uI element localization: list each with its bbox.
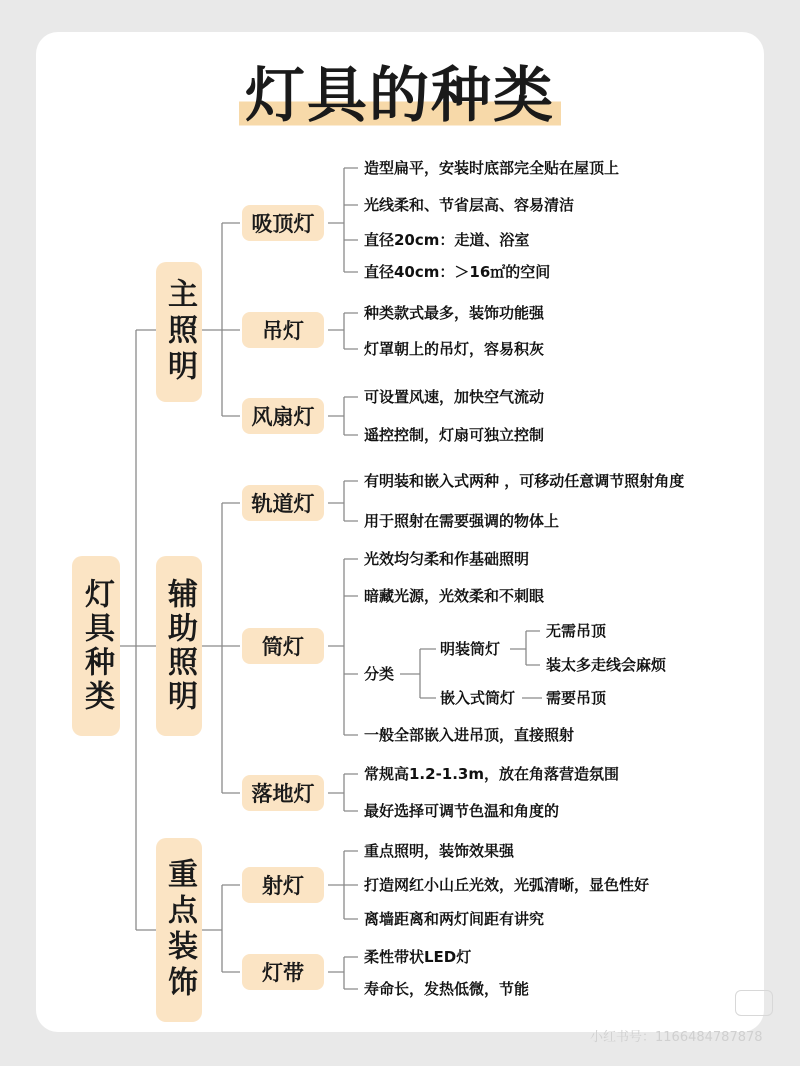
detail-text: 用于照射在需要强调的物体上	[364, 512, 560, 530]
type-surface-downlight: 明装筒灯	[440, 640, 501, 658]
detail-text: 最好选择可调节色温和角度的	[364, 802, 560, 820]
detail-text: 常规高1.2-1.3m，放在角落营造氛围	[364, 765, 620, 783]
item-ceiling-light: 吸顶灯	[242, 205, 324, 241]
detail-text: 种类款式最多，装饰功能强	[364, 304, 545, 322]
detail-text: 遥控控制，灯扇可独立控制	[364, 426, 545, 444]
item-fan-light: 风扇灯	[242, 398, 324, 434]
note-text: 需要吊顶	[546, 689, 607, 707]
detail-text: 柔性带状LED灯	[364, 948, 472, 966]
title-text: 灯具的种类	[239, 61, 561, 131]
watermark: 小红书号：1166484787878	[590, 1030, 763, 1045]
detail-text: 一般全部嵌入进吊顶，直接照射	[364, 726, 575, 744]
note-text: 装太多走线会麻烦	[546, 656, 667, 674]
type-recessed-downlight: 嵌入式筒灯	[440, 689, 516, 707]
detail-text: 离墙距离和两灯间距有讲究	[364, 910, 545, 928]
category-main-lighting: 主照明	[156, 262, 202, 402]
item-downlight: 筒灯	[242, 628, 324, 664]
detail-text: 打造网红小山丘光效，光弧清晰，显色性好	[364, 876, 650, 894]
detail-text: 暗藏光源，光效柔和不刺眼	[364, 587, 545, 605]
detail-text: 造型扁平，安装时底部完全贴在屋顶上	[364, 159, 620, 177]
detail-text: 光效均匀柔和作基础照明	[364, 550, 530, 568]
detail-text: 可设置风速，加快空气流动	[364, 388, 545, 406]
item-track-light: 轨道灯	[242, 485, 324, 521]
root-node: 灯具种类	[72, 556, 120, 736]
item-light-strip: 灯带	[242, 954, 324, 990]
detail-text: 灯罩朝上的吊灯，容易积灰	[364, 340, 545, 358]
item-spotlight: 射灯	[242, 867, 324, 903]
category-accent-decoration: 重点装饰	[156, 838, 202, 1022]
detail-text: 寿命长，发热低微，节能	[364, 980, 530, 998]
note-text: 无需吊顶	[546, 622, 607, 640]
detail-text: 直径40cm：＞16㎡的空间	[364, 263, 551, 281]
category-auxiliary-lighting: 辅助照明	[156, 556, 202, 736]
item-floor-lamp: 落地灯	[242, 775, 324, 811]
detail-text: 直径20cm：走道、浴室	[364, 231, 530, 249]
detail-text: 重点照明，装饰效果强	[364, 842, 515, 860]
detail-text: 有明装和嵌入式两种 ，可移动任意调节照射角度	[364, 472, 685, 490]
detail-text: 光线柔和、节省层高、容易清洁	[364, 196, 575, 214]
item-pendant-light: 吊灯	[242, 312, 324, 348]
watermark-logo-icon	[735, 990, 773, 1016]
classify-label: 分类	[364, 665, 395, 683]
